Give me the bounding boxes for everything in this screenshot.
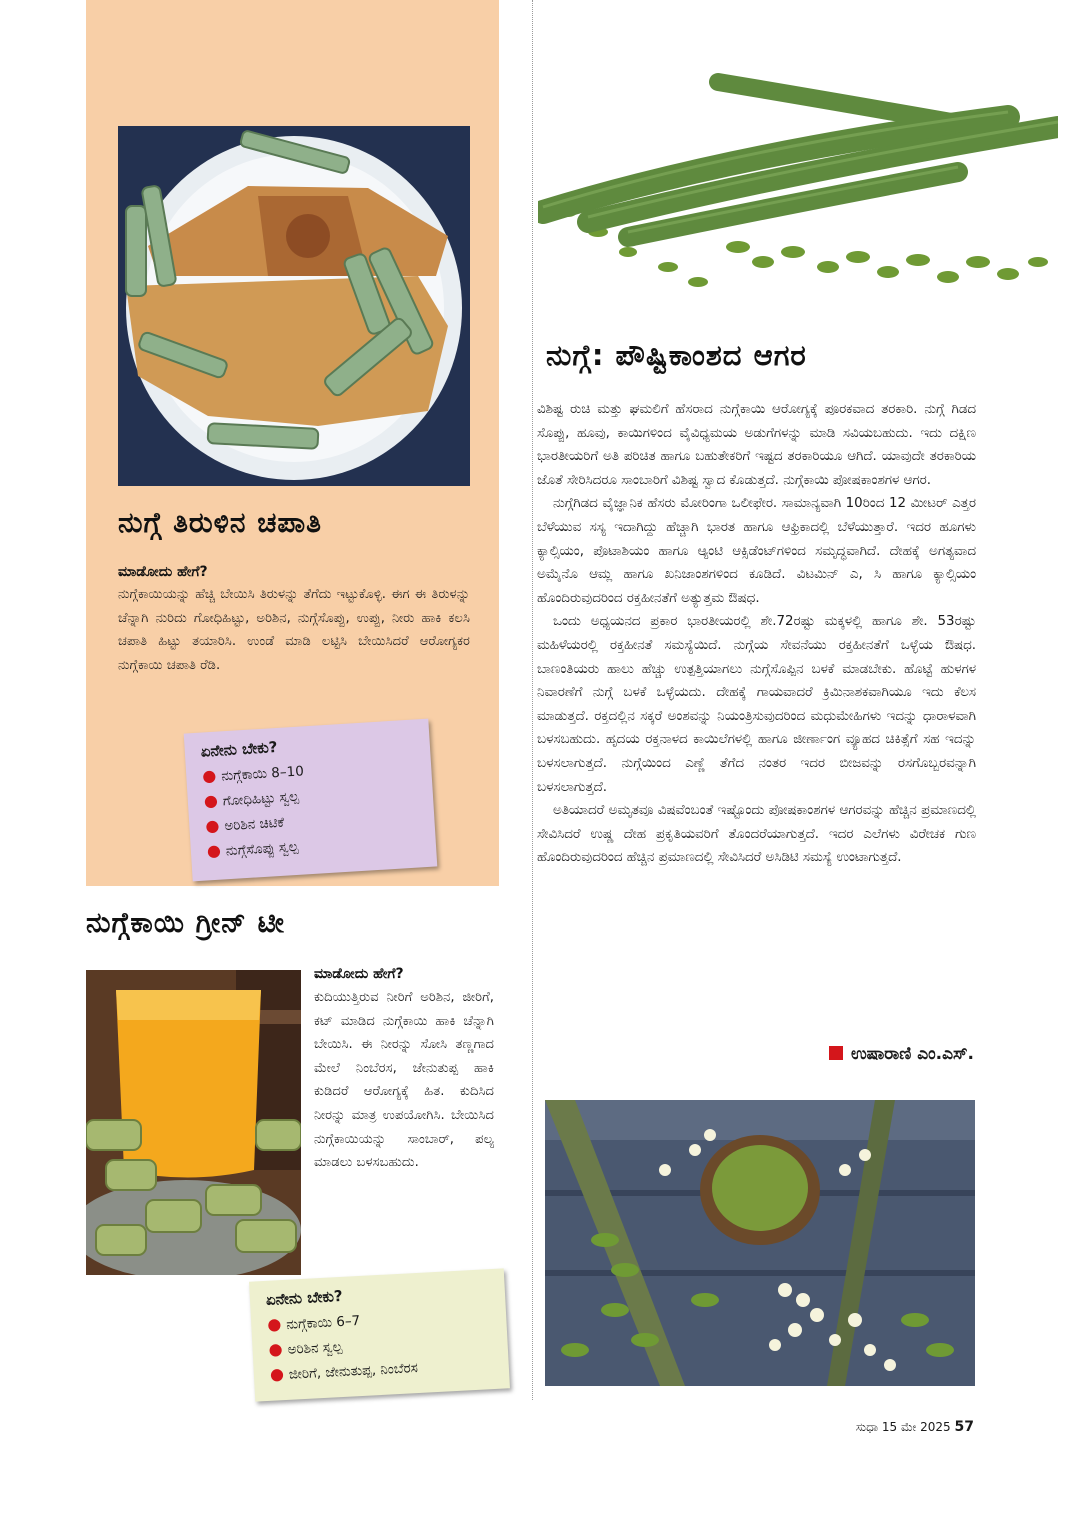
list-item: ● ಅರಿಶಿನ ಚಿಟಿಕೆ [204,814,285,836]
red-dot-icon: ● [204,815,220,836]
list-item: ● ನುಗ್ಗೆಸೊಪ್ಪು ಸ್ವಲ್ಪ [206,838,299,861]
red-square-icon [829,1046,843,1060]
tea-how-heading: ಮಾಡೋದು ಹೇಗೆ? [314,966,404,982]
article-title: ನುಗ್ಗೆ: ಪೌಷ್ಟಿಕಾಂಶದ ಆಗರ [546,338,807,372]
column-divider [532,0,534,1400]
chapati-how-heading: ಮಾಡೋದು ಹೇಗೆ? [118,564,208,580]
red-dot-icon: ● [266,1314,282,1334]
chapati-recipe-title: ನುಗ್ಗೆ ತಿರುಳಿನ ಚಪಾತಿ [118,506,323,539]
drumstick-photo [538,62,1058,310]
list-item: ● ಗೋಧಿಹಿಟ್ಟು ಸ್ವಲ್ಪ [203,788,300,811]
list-item: ● ನುಗ್ಗೆಕಾಯಿ 8–10 [201,763,305,786]
list-item: ● ಅರಿಶಿನ ಸ್ವಲ್ಪ [268,1338,343,1359]
chapati-ingredient-list [202,751,423,864]
moringa-leaves-photo [545,1100,975,1386]
list-item: ● ಜೀರಿಗೆ, ಜೇನುತುಪ್ಪ, ನಿಂಬೆರಸ [269,1360,419,1384]
article-paragraph: ಒಂದು ಅಧ್ಯಯನದ ಪ್ರಕಾರ ಭಾರತೀಯರಲ್ಲಿ ಶೇ.72ರಷ್ಟು ಮಕ್ಕಳಲ್ಲಿ ಹಾಗೂ ಶೇ. 53ರಷ್ಟು ಮಹಿಳೆಯರಲ್ಲಿ ರಕ್ತಹೀನತೆ ಸಮಸ್ಯೆಯಿದೆ. ನುಗ್ಗೆಯ ಸೇವನೆಯು ರಕ್ತಹೀನತೆಗೆ ಒಳ್ಳೆಯ ಔಷಧ. ಬಾಣಂತಿಯರು ಹಾಲು ಹೆಚ್ಚು ಉತ್ಪತ್ತಿಯಾಗಲು ನುಗ್ಗೆಸೊಪ್ಪಿನ ಬಳಕೆ ಮಾಡಬೇಕು. ಹೊಟ್ಟೆ ಹುಳಗಳ ನಿವಾರಣೆಗೆ ನುಗ್ಗೆ ಬಳಕೆ ಒಳ್ಳೆಯದು. ದೇಹಕ್ಕೆ ಗಾಯವಾದರೆ ಕ್ರಿಮಿನಾಶಕವಾಗಿಯೂ ಇದು ಕೆಲಸ ಮಾಡುತ್ತದೆ. ರಕ್ತದಲ್ಲಿನ ಸಕ್ಕರೆ ಅಂಶವನ್ನು ನಿಯಂತ್ರಿಸುವುದರಿಂದ ಮಧುಮೇಹಿಗಳು ಇದನ್ನು ಧಾರಾಳವಾಗಿ ಬಳಸಬಹುದು. ಹೃದಯ ರಕ್ತನಾಳದ ಕಾಯಿಲೆಗಳಲ್ಲಿ ಹಾಗೂ ಜೀರ್ಣಾಂಗ ವ್ಯೂಹದ ಚಿಕಿತ್ಸೆಗೆ ಸಹ ಇದನ್ನು ಬಳಸಲಾಗುತ್ತದೆ. ನುಗ್ಗೆಯಿಂದ ಎಣ್ಣೆ ತೆಗೆದ ನಂತರ ಇದರ ಬೀಜವನ್ನು ರಸಗೊಬ್ಬರವನ್ನಾಗಿ ಬಳಸಲಾಗುತ್ತದೆ. [537,614,976,795]
article-paragraph: ನುಗ್ಗೆಗಿಡದ ವೈಜ್ಞಾನಿಕ ಹೆಸರು ಮೋರಿಂಗಾ ಒಲೀಫೇರ. ಸಾಮಾನ್ಯವಾಗಿ 10ರಿಂದ 12 ಮೀಟರ್ ಎತ್ತರ ಬೆಳೆಯುವ ಸಸ್ಯ ಇದಾಗಿದ್ದು ಹೆಚ್ಚಾಗಿ ಭಾರತ ಹಾಗೂ ಆಫ್ರಿಕಾದಲ್ಲಿ ಬೆಳೆಯುತ್ತಾರೆ. ಇದರ ಹೂಗಳು ಕ್ಯಾಲ್ಸಿಯಂ, ಪೊಟಾಶಿಯಂ ಹಾಗೂ ಆ್ಯಂಟಿ ಆಕ್ಸಿಡೆಂಟ್‌ಗಳಿಂದ ಸಮೃದ್ಧವಾಗಿದೆ. ದೇಹಕ್ಕೆ ಅಗತ್ಯವಾದ ಅಮೈನೊ ಆಮ್ಲ ಹಾಗೂ ಖನಿಜಾಂಶಗಳಿಂದ ಕೂಡಿದೆ. ವಿಟಮಿನ್ ಎ, ಸಿ ಹಾಗೂ ಕ್ಯಾಲ್ಸಿಯಂ ಹೊಂದಿರುವುದರಿಂದ ರಕ್ತಹೀನತೆಗೆ ಅತ್ಯುತ್ತಮ ಔಷಧ. [537,496,976,606]
author-byline [829,1044,974,1064]
green-tea-photo [86,970,301,1275]
red-dot-icon: ● [268,1339,284,1359]
chapati-needs-heading: ಏನೇನು ಬೇಕು? [200,737,278,761]
issue-date: 15 ಮೇ 2025 [881,1420,951,1434]
author-name: ಉಷಾರಾಣಿ ಎಂ.ಎಸ್. [850,1044,974,1064]
magazine-name: ಸುಧಾ [855,1420,879,1434]
tea-needs-heading: ಏನೇನು ಬೇಕು? [265,1286,344,1309]
tea-how-text: ಕುದಿಯುತ್ತಿರುವ ನೀರಿಗೆ ಅರಿಶಿನ, ಜೀರಿಗೆ, ಕಟ್ ಮಾಡಿದ ನುಗ್ಗೆಕಾಯಿ ಹಾಕಿ ಚೆನ್ನಾಗಿ ಬೇಯಿಸಿ. ಈ ನೀರನ್ನು ಸೋಸಿ ತಣ್ಣಗಾದ ಮೇಲೆ ನಿಂಬೆರಸ, ಜೇನುತುಪ್ಪ ಹಾಕಿ ಕುಡಿದರೆ ಆರೋಗ್ಯಕ್ಕೆ ಹಿತ. ಕುದಿಸಿದ ನೀರನ್ನು ಮಾತ್ರ ಉಪಯೋಗಿಸಿ. ಬೇಯಿಸಿದ ನುಗ್ಗೆಕಾಯಿಯನ್ನು ಸಾಂಬಾರ್, ಪಲ್ಯ ಮಾಡಲು ಬಳಸಬಹುದು. [314,990,494,1171]
tea-ingredients-note [249,1268,510,1401]
list-item: ● ನುಗ್ಗೆಕಾಯಿ 6–7 [266,1313,361,1334]
tea-ingredient-list [267,1301,496,1388]
chapati-ingredients-note [184,719,438,882]
chapati-how-text: ನುಗ್ಗೆಕಾಯಿಯನ್ನು ಹೆಚ್ಚಿ ಬೇಯಿಸಿ ತಿರುಳನ್ನು ತೆಗೆದು ಇಟ್ಟುಕೊಳ್ಳಿ. ಈಗ ಈ ತಿರುಳನ್ನು ಚೆನ್ನಾಗಿ ನುರಿದು ಗೋಧಿಹಿಟ್ಟು, ಅರಿಶಿನ, ನುಗ್ಗೆಸೊಪ್ಪು, ಉಪ್ಪು, ನೀರು ಹಾಕಿ ಕಲಸಿ ಚಪಾತಿ ಹಿಟ್ಟು ತಯಾರಿಸಿ. ಉಂಡೆ ಮಾಡಿ ಲಟ್ಟಿಸಿ ಬೇಯಿಸಿದರೆ ಆರೋಗ್ಯಕರ ನುಗ್ಗೆಕಾಯಿ ಚಪಾತಿ ರೆಡಿ. [118,587,470,673]
red-dot-icon: ● [206,840,222,861]
article-body [537,398,976,870]
article-paragraph: ಅತಿಯಾದರೆ ಅಮೃತವೂ ವಿಷವೆಂಬಂತೆ ಇಷ್ಟೊಂದು ಪೋಷಕಾಂಶಗಳ ಆಗರವನ್ನು ಹೆಚ್ಚಿನ ಪ್ರಮಾಣದಲ್ಲಿ ಸೇವಿಸಿದರೆ ಉಷ್ಣ ದೇಹ ಪ್ರಕೃತಿಯವರಿಗೆ ತೊಂದರೆಯಾಗುತ್ತದೆ. ಇದರ ಎಲೆಗಳು ವಿರೇಚಕ ಗುಣ ಹೊಂದಿರುವುದರಿಂದ ಹೆಚ್ಚಿನ ಪ್ರಮಾಣದಲ್ಲಿ ಸೇವಿಸಿದರೆ ಅಸಿಡಿಟಿ ಸಮಸ್ಯೆ ಉಂಟಾಗುತ್ತದೆ. [537,803,976,866]
tea-recipe-title: ನುಗ್ಗೆಕಾಯಿ ಗ್ರೀನ್ ಟೀ [86,906,285,939]
chapati-photo [118,126,470,486]
red-dot-icon: ● [201,765,217,786]
article-paragraph: ವಿಶಿಷ್ಟ ರುಚಿ ಮತ್ತು ಘಮಲಿಗೆ ಹೆಸರಾದ ನುಗ್ಗೆಕಾಯಿ ಆರೋಗ್ಯಕ್ಕೆ ಪೂರಕವಾದ ತರಕಾರಿ. ನುಗ್ಗೆ ಗಿಡದ ಸೊಪ್ಪು, ಹೂವು, ಕಾಯಿಗಳಿಂದ ವೈವಿಧ್ಯಮಯ ಅಡುಗೆಗಳನ್ನು ಮಾಡಿ ಸವಿಯಬಹುದು. ಇದು ದಕ್ಷಿಣ ಭಾರತೀಯರಿಗೆ ಅತಿ ಪರಿಚಿತ ಹಾಗೂ ಬಹುತೇಕರಿಗೆ ಇಷ್ಟದ ತರಕಾರಿಯೂ ಆಗಿದೆ. ಯಾವುದೇ ತರಕಾರಿಯ ಜೊತೆ ಸೇರಿಸಿದರೂ ಸಾಂಬಾರಿಗೆ ವಿಶಿಷ್ಟ ಸ್ವಾದ ಕೊಡುತ್ತದೆ. ನುಗ್ಗೆಕಾಯಿ ಪೋಷಕಾಂಶಗಳ ಆಗರ. [537,402,976,488]
page-number: 57 [954,1419,974,1435]
red-dot-icon: ● [269,1364,285,1384]
red-dot-icon: ● [203,790,219,811]
page-folio [856,1419,974,1435]
